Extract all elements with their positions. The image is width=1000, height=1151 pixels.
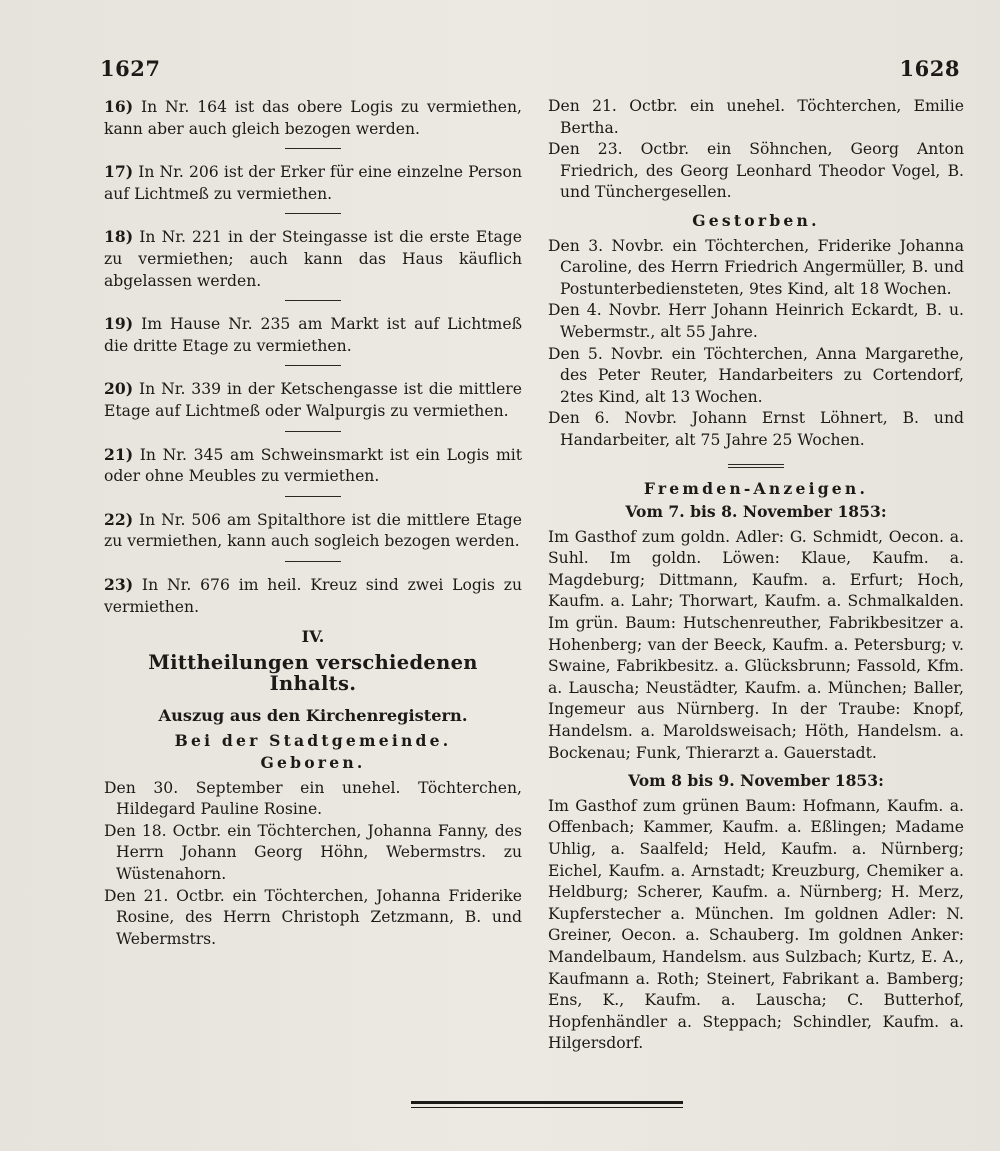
church-register-title: Auszug aus den Kirchenregistern. [158,705,468,725]
strangers-period-2: Vom 8 bis 9. November 1853: [628,771,884,791]
separator-rule [285,365,341,366]
birth-entry: Den 30. September ein unehel. Töchterchen, Hildegard Pauline Rosine. [104,778,522,819]
left-column [104,96,522,950]
right-column [548,96,964,1055]
separator-rule [285,300,341,301]
birth-entry: Den 21. Octbr. ein unehel. Töchterchen, Emilie Bertha. [548,97,964,137]
strangers-heading: Fremden-Anzeigen. [643,478,869,498]
death-entry: Den 6. Novbr. Johann Ernst Löhnert, B. und Handarbeiter, alt 75 Jahre 25 Wochen. [548,409,964,449]
page-number-left: 1627 [100,56,161,81]
birth-entry: Den 23. Octbr. ein Söhnchen, Georg Anton Friedrich, des Georg Leonhard Theodor Vogel, B. und Tünchergesellen. [548,140,964,202]
rental-ad-16: 16) In Nr. 164 ist das obere Logis zu vermiethen, kann aber auch gleich bezogen werden. [104,97,522,138]
separator-rule [285,213,341,214]
rental-ad-18: 18) In Nr. 221 in der Steingasse ist die erste Etage zu vermiethen; auch kann das Haus käuflich abgelassen werden. [104,227,522,290]
bottom-rule [411,1101,683,1104]
births-heading: Geboren. [260,753,366,773]
deaths-heading: Gestorben. [692,210,820,230]
section-roman-numeral: IV. [301,627,325,647]
rental-ad-21: 21) In Nr. 345 am Schweinsmarkt ist ein Logis mit oder ohne Meubles zu vermiethen. [104,444,523,486]
rental-ad-23: 23) In Nr. 676 im heil. Kreuz sind zwei Logis zu vermiethen. [104,574,522,616]
birth-entry: Den 21. Octbr. ein Töchterchen, Johanna Friderike Rosine, des Herrn Christoph Zetzmann, B. und Webermstrs. [104,886,522,948]
parish-heading: Bei der Stadtgemeinde. [174,731,452,751]
death-entry: Den 4. Novbr. Herr Johann Heinrich Eckardt, B. u. Webermstr., alt 55 Jahre. [548,301,964,341]
section-title: Mittheilungen verschiedenen Inhalts. [148,650,478,696]
separator-rule [285,561,341,562]
rental-ad-19: 19) Im Hause Nr. 235 am Markt ist auf Lichtmeß die dritte Etage zu vermiethen. [104,314,522,355]
separator-rule [285,148,341,149]
birth-entry: Den 18. Octbr. ein Töchterchen, Johanna Fanny, des Herrn Johann Georg Höhn, Webermstrs. zu Wüstenahorn. [104,821,522,884]
bottom-rule-thin [411,1107,683,1108]
death-entry: Den 3. Novbr. ein Töchterchen, Friderike Johanna Caroline, des Herrn Friedrich Angermüller, B. und Postunterbediensteten, 9tes Kind, alt 18 Wochen. [548,236,964,298]
separator-rule [728,464,784,468]
death-entry: Den 5. Novbr. ein Töchterchen, Anna Margarethe, des Peter Reuter, Handarbeiters zu Cortendorf, 2tes Kind, alt 13 Wochen. [548,344,964,406]
strangers-list-1: Im Gasthof zum goldn. Adler: G. Schmidt, Oecon. a. Suhl. Im goldn. Löwen: Klaue, Kaufm. a. Magdeburg; Dittmann, Kaufm. a. Erfurt; Hoch, Kaufm. a. Lahr; Thorwart, Kaufm. a. Schmalkalden. Im grün. Baum: Hutschenreuther, Fabrikbesitzer a. Hohenberg; van der Beeck, Kaufm. a. Petersburg; v. Swaine, Fabrikbesitz. a. Glücksbrunn; Fassold, Kfm. a. Lauscha; Neustädter, Kaufm. a. München; Baller, Ingemeur aus Nürnberg. In der Traube: Knopf, Handelsm. a. Maroldsweisach; Höth, Handelsm. a. Bockenau; Funk, Thierarzt a. Gauerstadt. [548,527,964,762]
separator-rule [285,496,341,497]
strangers-list-2: Im Gasthof zum grünen Baum: Hofmann, Kaufm. a. Offenbach; Kammer, Kaufm. a. Eßlingen; Madame Uhlig, a. Saalfeld; Held, Kaufm. a. Nürnberg; Eichel, Kaufm. a. Arnstadt; Kreuzburg, Chemiker a. Heldburg; Scherer, Kaufm. a. Nürnberg; H. Merz, Kupferstecher a. München. Im goldnen Adler: N. Greiner, Oecon. a. Schauberg. Im goldnen Anker: Mandelbaum, Handelsm. aus Sulzbach; Kurtz, E. A., Kaufmann a. Roth; Steinert, Fabrikant a. Bamberg; Ens, K., Kaufm. a. Lauscha; C. Butterhof, Hopfenhändler a. Steppach; Schindler, Kaufm. a. Hilgersdorf. [548,796,964,1053]
rental-ad-22: 22) In Nr. 506 am Spitalthore ist die mittlere Etage zu vermiethen, kann auch sogleich bezogen werden. [104,509,522,551]
strangers-period-1: Vom 7. bis 8. November 1853: [625,502,887,522]
rental-ad-20: 20) In Nr. 339 in der Ketschengasse ist die mittlere Etage auf Lichtmeß oder Walpurgis zu vermiethen. [104,379,522,420]
separator-rule [285,431,341,432]
rental-ad-17: 17) In Nr. 206 ist der Erker für eine einzelne Person auf Lichtmeß zu vermiethen. [104,162,522,203]
page-number-right: 1628 [899,56,960,81]
